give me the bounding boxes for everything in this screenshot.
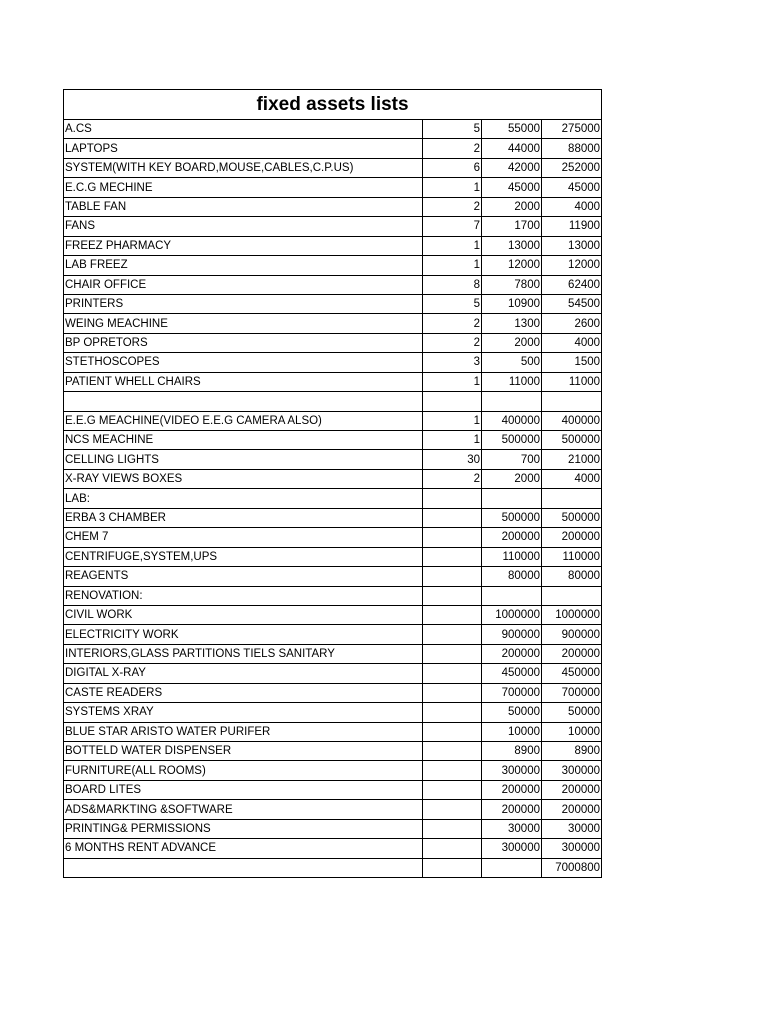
quantity-cell: 2	[423, 197, 482, 216]
total-cost-cell: 45000	[542, 178, 602, 197]
item-name-cell: CENTRIFUGE,SYSTEM,UPS	[64, 547, 423, 566]
total-cost-cell: 200000	[542, 528, 602, 547]
total-cost-cell: 200000	[542, 800, 602, 819]
quantity-cell	[423, 839, 482, 858]
quantity-cell	[423, 683, 482, 702]
item-name-cell: BOARD LITES	[64, 780, 423, 799]
item-name-cell: E.E.G MEACHINE(VIDEO E.E.G CAMERA ALSO)	[64, 411, 423, 430]
quantity-cell	[423, 392, 482, 411]
fixed-assets-table	[63, 89, 602, 878]
table-row	[64, 722, 602, 741]
unit-cost-cell: 2000	[482, 333, 542, 352]
total-cost-cell	[542, 586, 602, 605]
total-cost-cell: 1000000	[542, 605, 602, 624]
quantity-cell	[423, 742, 482, 761]
unit-cost-cell: 11000	[482, 372, 542, 391]
quantity-cell: 5	[423, 120, 482, 139]
total-cost-cell: 500000	[542, 508, 602, 527]
quantity-cell: 1	[423, 256, 482, 275]
total-cost-cell: 700000	[542, 683, 602, 702]
total-cost-cell: 900000	[542, 625, 602, 644]
unit-cost-cell	[482, 586, 542, 605]
total-cost-cell: 11900	[542, 217, 602, 236]
total-cost-cell: 1500	[542, 353, 602, 372]
item-name-cell: PRINTING& PERMISSIONS	[64, 819, 423, 838]
unit-cost-cell: 500000	[482, 508, 542, 527]
unit-cost-cell: 7800	[482, 275, 542, 294]
quantity-cell: 1	[423, 411, 482, 430]
table-row	[64, 178, 602, 197]
unit-cost-cell: 200000	[482, 528, 542, 547]
unit-cost-cell: 45000	[482, 178, 542, 197]
item-name-cell: PRINTERS	[64, 294, 423, 313]
total-cost-cell	[542, 392, 602, 411]
table-row	[64, 625, 602, 644]
table-row	[64, 236, 602, 255]
item-name-cell: INTERIORS,GLASS PARTITIONS TIELS SANITARY	[64, 644, 423, 663]
quantity-cell	[423, 780, 482, 799]
unit-cost-cell: 200000	[482, 780, 542, 799]
total-cost-cell: 4000	[542, 333, 602, 352]
table-row	[64, 294, 602, 313]
total-cost-cell: 12000	[542, 256, 602, 275]
table-row	[64, 489, 602, 508]
total-cost-cell: 300000	[542, 761, 602, 780]
item-name-cell: 6 MONTHS RENT ADVANCE	[64, 839, 423, 858]
item-name-cell: ADS&MARKTING &SOFTWARE	[64, 800, 423, 819]
quantity-cell: 2	[423, 469, 482, 488]
unit-cost-cell: 13000	[482, 236, 542, 255]
table-row	[64, 858, 602, 877]
table-row	[64, 819, 602, 838]
quantity-cell: 6	[423, 158, 482, 177]
table-row	[64, 120, 602, 139]
quantity-cell: 3	[423, 353, 482, 372]
total-cost-cell: 80000	[542, 567, 602, 586]
quantity-cell: 1	[423, 431, 482, 450]
unit-cost-cell: 55000	[482, 120, 542, 139]
quantity-cell: 1	[423, 178, 482, 197]
total-cost-cell: 275000	[542, 120, 602, 139]
total-cost-cell: 50000	[542, 703, 602, 722]
total-cost-cell: 4000	[542, 197, 602, 216]
total-cost-cell: 8900	[542, 742, 602, 761]
unit-cost-cell: 300000	[482, 761, 542, 780]
table-row	[64, 372, 602, 391]
total-cost-cell: 252000	[542, 158, 602, 177]
quantity-cell: 8	[423, 275, 482, 294]
quantity-cell	[423, 567, 482, 586]
table-row	[64, 158, 602, 177]
total-cost-cell: 88000	[542, 139, 602, 158]
table-row	[64, 839, 602, 858]
total-cost-cell: 54500	[542, 294, 602, 313]
title-row	[64, 90, 602, 120]
item-name-cell: FURNITURE(ALL ROOMS)	[64, 761, 423, 780]
quantity-cell	[423, 547, 482, 566]
quantity-cell: 2	[423, 314, 482, 333]
quantity-cell: 1	[423, 236, 482, 255]
item-name-cell: REAGENTS	[64, 567, 423, 586]
total-cost-cell: 400000	[542, 411, 602, 430]
unit-cost-cell: 10000	[482, 722, 542, 741]
unit-cost-cell: 10900	[482, 294, 542, 313]
item-name-cell: A.CS	[64, 120, 423, 139]
quantity-cell: 2	[423, 333, 482, 352]
unit-cost-cell: 8900	[482, 742, 542, 761]
table-row	[64, 605, 602, 624]
total-cost-cell: 2600	[542, 314, 602, 333]
item-name-cell: X-RAY VIEWS BOXES	[64, 469, 423, 488]
unit-cost-cell: 500000	[482, 431, 542, 450]
quantity-cell	[423, 625, 482, 644]
item-name-cell	[64, 858, 423, 877]
unit-cost-cell: 400000	[482, 411, 542, 430]
item-name-cell: BOTTELD WATER DISPENSER	[64, 742, 423, 761]
unit-cost-cell: 900000	[482, 625, 542, 644]
quantity-cell: 2	[423, 139, 482, 158]
quantity-cell	[423, 489, 482, 508]
quantity-cell	[423, 586, 482, 605]
item-name-cell: DIGITAL X-RAY	[64, 664, 423, 683]
unit-cost-cell: 2000	[482, 469, 542, 488]
unit-cost-cell: 700000	[482, 683, 542, 702]
item-name-cell: BLUE STAR ARISTO WATER PURIFER	[64, 722, 423, 741]
unit-cost-cell	[482, 489, 542, 508]
quantity-cell: 5	[423, 294, 482, 313]
item-name-cell: CELLING LIGHTS	[64, 450, 423, 469]
total-cost-cell: 200000	[542, 780, 602, 799]
table-row	[64, 411, 602, 430]
unit-cost-cell: 500	[482, 353, 542, 372]
item-name-cell: E.C.G MECHINE	[64, 178, 423, 197]
quantity-cell: 7	[423, 217, 482, 236]
table-row	[64, 353, 602, 372]
item-name-cell: CASTE READERS	[64, 683, 423, 702]
item-name-cell: PATIENT WHELL CHAIRS	[64, 372, 423, 391]
total-cost-cell: 4000	[542, 469, 602, 488]
table-row	[64, 586, 602, 605]
table-row	[64, 644, 602, 663]
unit-cost-cell: 50000	[482, 703, 542, 722]
item-name-cell: ERBA 3 CHAMBER	[64, 508, 423, 527]
unit-cost-cell	[482, 392, 542, 411]
unit-cost-cell: 300000	[482, 839, 542, 858]
total-cost-cell	[542, 489, 602, 508]
item-name-cell: FREEZ PHARMACY	[64, 236, 423, 255]
quantity-cell	[423, 819, 482, 838]
item-name-cell	[64, 392, 423, 411]
table-row	[64, 683, 602, 702]
table-row	[64, 780, 602, 799]
table-row	[64, 314, 602, 333]
table-row	[64, 547, 602, 566]
item-name-cell: CHEM 7	[64, 528, 423, 547]
unit-cost-cell: 2000	[482, 197, 542, 216]
total-cost-cell: 21000	[542, 450, 602, 469]
unit-cost-cell: 1000000	[482, 605, 542, 624]
table-row	[64, 703, 602, 722]
table-row	[64, 469, 602, 488]
total-cost-cell: 300000	[542, 839, 602, 858]
item-name-cell: LAPTOPS	[64, 139, 423, 158]
unit-cost-cell: 1300	[482, 314, 542, 333]
table-row	[64, 800, 602, 819]
total-cost-cell: 110000	[542, 547, 602, 566]
table-row	[64, 450, 602, 469]
item-name-cell: LAB:	[64, 489, 423, 508]
quantity-cell	[423, 761, 482, 780]
item-name-cell: CHAIR OFFICE	[64, 275, 423, 294]
item-name-cell: LAB FREEZ	[64, 256, 423, 275]
total-cost-cell: 10000	[542, 722, 602, 741]
table-row	[64, 275, 602, 294]
quantity-cell	[423, 664, 482, 683]
quantity-cell	[423, 722, 482, 741]
total-cost-cell: 7000800	[542, 858, 602, 877]
total-cost-cell: 62400	[542, 275, 602, 294]
table-row	[64, 742, 602, 761]
unit-cost-cell: 200000	[482, 644, 542, 663]
table-row	[64, 528, 602, 547]
unit-cost-cell: 110000	[482, 547, 542, 566]
item-name-cell: STETHOSCOPES	[64, 353, 423, 372]
table-row	[64, 139, 602, 158]
item-name-cell: TABLE FAN	[64, 197, 423, 216]
unit-cost-cell: 80000	[482, 567, 542, 586]
quantity-cell	[423, 644, 482, 663]
total-cost-cell: 200000	[542, 644, 602, 663]
quantity-cell	[423, 508, 482, 527]
table-row	[64, 664, 602, 683]
unit-cost-cell: 42000	[482, 158, 542, 177]
unit-cost-cell: 12000	[482, 256, 542, 275]
quantity-cell	[423, 800, 482, 819]
total-cost-cell: 11000	[542, 372, 602, 391]
unit-cost-cell	[482, 858, 542, 877]
unit-cost-cell: 44000	[482, 139, 542, 158]
item-name-cell: BP OPRETORS	[64, 333, 423, 352]
item-name-cell: SYSTEMS XRAY	[64, 703, 423, 722]
item-name-cell: ELECTRICITY WORK	[64, 625, 423, 644]
unit-cost-cell: 200000	[482, 800, 542, 819]
table-row	[64, 567, 602, 586]
unit-cost-cell: 1700	[482, 217, 542, 236]
table-row	[64, 197, 602, 216]
unit-cost-cell: 450000	[482, 664, 542, 683]
quantity-cell	[423, 703, 482, 722]
total-cost-cell: 13000	[542, 236, 602, 255]
table-row	[64, 217, 602, 236]
item-name-cell: CIVIL WORK	[64, 605, 423, 624]
unit-cost-cell: 700	[482, 450, 542, 469]
quantity-cell: 1	[423, 372, 482, 391]
item-name-cell: FANS	[64, 217, 423, 236]
item-name-cell: WEING MEACHINE	[64, 314, 423, 333]
quantity-cell	[423, 528, 482, 547]
total-cost-cell: 30000	[542, 819, 602, 838]
table-row	[64, 508, 602, 527]
table-row	[64, 392, 602, 411]
table-row	[64, 333, 602, 352]
table-row	[64, 761, 602, 780]
quantity-cell	[423, 858, 482, 877]
sheet-title: fixed assets lists	[64, 90, 602, 120]
total-cost-cell: 450000	[542, 664, 602, 683]
item-name-cell: RENOVATION:	[64, 586, 423, 605]
table-row	[64, 256, 602, 275]
item-name-cell: SYSTEM(WITH KEY BOARD,MOUSE,CABLES,C.P.US)	[64, 158, 423, 177]
table-row	[64, 431, 602, 450]
item-name-cell: NCS MEACHINE	[64, 431, 423, 450]
quantity-cell	[423, 605, 482, 624]
fixed-assets-table-body	[64, 90, 602, 878]
quantity-cell: 30	[423, 450, 482, 469]
total-cost-cell: 500000	[542, 431, 602, 450]
unit-cost-cell: 30000	[482, 819, 542, 838]
